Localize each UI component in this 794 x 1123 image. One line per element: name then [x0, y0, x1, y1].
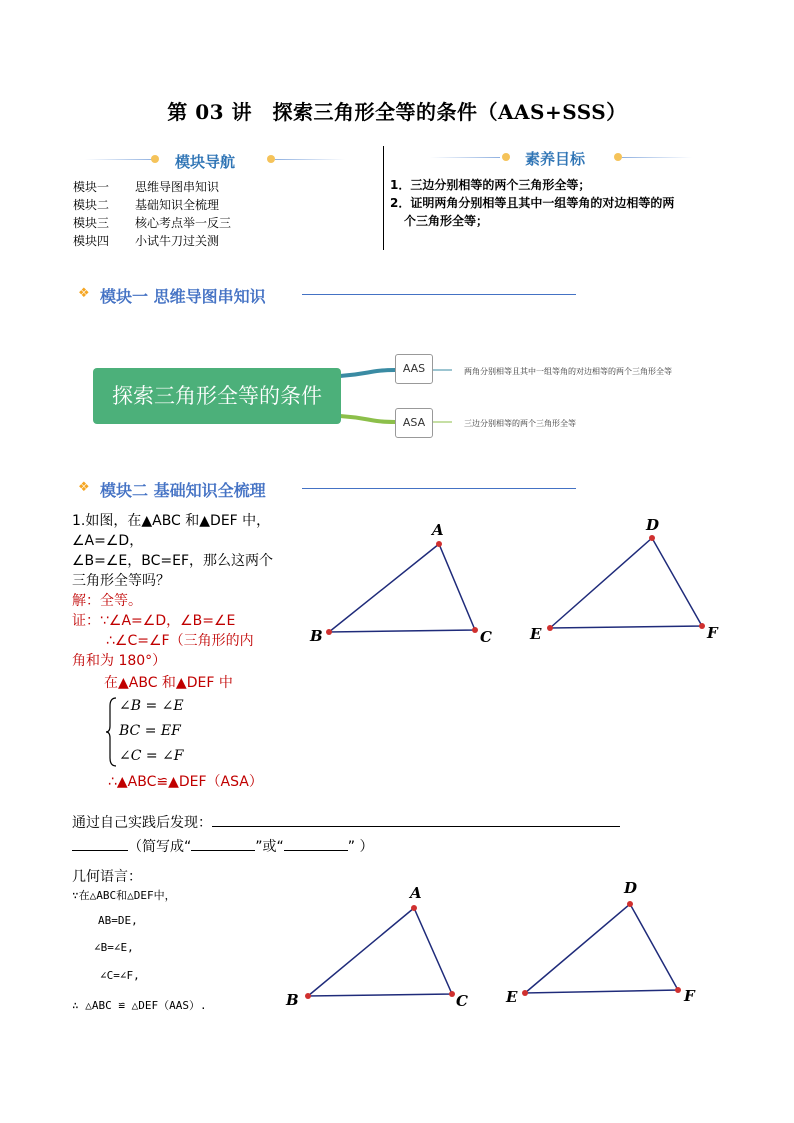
- triangle-def: [550, 538, 702, 628]
- nav-module: 模块二: [73, 198, 110, 212]
- triangle-def: [525, 904, 678, 993]
- vertex-dot: [675, 987, 681, 993]
- geo-line: AB=DE,: [98, 914, 138, 927]
- condition: ∠C = ∠F: [119, 748, 184, 764]
- mindmap-node-aas[interactable]: AAS: [395, 354, 433, 384]
- diamond-icon: ❖: [78, 286, 90, 301]
- mindmap-desc-asa: 三边分别相等的两个三角形全等: [464, 419, 576, 428]
- brace-icon: [106, 696, 118, 768]
- vertex-label-f: F: [707, 624, 718, 642]
- vertex-dot: [627, 901, 633, 907]
- geo-label: 几何语言：: [72, 869, 142, 885]
- nav-heading: 模块导航: [175, 153, 236, 171]
- q1-answer: 解：全等。: [72, 593, 142, 609]
- nav-item[interactable]: [73, 196, 231, 214]
- goal-item: 个三角形全等；: [404, 214, 489, 228]
- nav-module: 模块一: [73, 180, 110, 194]
- vertex-label-d: D: [624, 879, 638, 897]
- goals-heading: 素养目标: [525, 150, 586, 168]
- discover-line: [72, 811, 652, 833]
- q1-line: 1.如图，在▲ABC 和▲DEF 中，: [72, 513, 271, 529]
- abbr-line: [72, 835, 652, 857]
- nav-module-name: 思维导图串知识: [135, 180, 220, 194]
- nav-module: 模块四: [73, 234, 110, 248]
- vertex-label-c: C: [480, 628, 492, 646]
- vertex-dot: [411, 905, 417, 911]
- vertex-label-b: B: [310, 627, 323, 645]
- vertex-dot: [522, 990, 528, 996]
- module2-header: [78, 478, 578, 500]
- abbr-prefix: （简写成“: [128, 839, 192, 855]
- abbr-mid: ”或“: [255, 839, 284, 855]
- nav-item[interactable]: [73, 178, 231, 196]
- abbr-blank-lead[interactable]: [72, 835, 128, 851]
- discover-label: 通过自己实践后发现：: [72, 815, 212, 831]
- vertex-dot: [449, 991, 455, 997]
- discover-blank[interactable]: [212, 811, 620, 827]
- geo-line: ∠C=∠F,: [100, 969, 140, 982]
- vertex-label-a: A: [432, 521, 444, 539]
- abbr-blank-1[interactable]: [191, 835, 255, 851]
- vertex-dot: [436, 541, 442, 547]
- question1: [72, 511, 312, 693]
- nav-item[interactable]: [73, 214, 231, 232]
- diamond-icon: ❖: [78, 480, 90, 495]
- mindmap-desc-aas: 两角分别相等且其中一组等角的对边相等的两个三角形全等: [464, 367, 672, 376]
- page-title: 第 03 讲 探索三角形全等的条件（AAS+SSS）: [167, 100, 627, 124]
- vertex-dot: [472, 627, 478, 633]
- abbr-blank-2[interactable]: [284, 835, 348, 851]
- nav-module: 模块三: [73, 216, 110, 230]
- vertex-dot: [326, 629, 332, 635]
- nav-module-name: 小试牛刀过关测: [135, 234, 220, 248]
- vertex-dot: [649, 535, 655, 541]
- condition-brace: [106, 696, 226, 768]
- mindmap-root[interactable]: 探索三角形全等的条件: [93, 368, 341, 424]
- q1-proof: ∴∠C=∠F（三角形的内: [106, 633, 254, 649]
- goal-item: 2．证明两角分别相等且其中一组等角的对边相等的两: [390, 196, 675, 210]
- q1-proof: 证：∵∠A=∠D，∠B=∠E: [72, 613, 236, 629]
- geo-line: ∴ △ABC ≌ △DEF（AAS）.: [72, 999, 207, 1012]
- mindmap-node-asa[interactable]: ASA: [395, 408, 433, 438]
- vertex-label-d: D: [646, 516, 660, 534]
- geo-line: ∵在△ABC和△DEF中，: [72, 889, 176, 902]
- vertex-label-b: B: [286, 991, 299, 1009]
- vertex-label-c: C: [456, 992, 468, 1010]
- q1-proof: 角和为 180°）: [72, 653, 167, 669]
- discover-block: [72, 811, 652, 857]
- vertex-label-a: A: [410, 884, 422, 902]
- goals-list: [390, 176, 674, 230]
- column-divider: [383, 146, 384, 250]
- nav-item[interactable]: [73, 232, 231, 250]
- vertex-dot: [699, 623, 705, 629]
- q1-line: ∠A=∠D，: [72, 533, 144, 549]
- triangle-abc: [308, 908, 452, 996]
- nav-list: [73, 178, 231, 250]
- q1-line: ∠B=∠E，BC=EF，那么这两个: [72, 553, 274, 569]
- vertex-dot: [547, 625, 553, 631]
- nav-module-name: 核心考点举一反三: [135, 216, 232, 230]
- module2-heading: 模块二 基础知识全梳理: [100, 481, 266, 500]
- vertex-dot: [305, 993, 311, 999]
- q1-proof: 在▲ABC 和▲DEF 中: [104, 675, 233, 691]
- vertex-label-e: E: [506, 988, 518, 1006]
- condition: ∠B = ∠E: [119, 698, 184, 714]
- module2-rule: [302, 488, 576, 489]
- abbr-end: ” ）: [347, 839, 374, 855]
- goal-item: 1．三边分别相等的两个三角形全等；: [390, 178, 591, 192]
- condition: BC = EF: [119, 723, 181, 739]
- nav-module-name: 基础知识全梳理: [135, 198, 220, 212]
- module1-rule: [302, 294, 576, 295]
- mindmap: [90, 350, 710, 440]
- vertex-label-f: F: [684, 987, 695, 1005]
- geo-line: ∠B=∠E,: [94, 941, 134, 954]
- triangle-abc: [329, 544, 475, 632]
- module1-header: [78, 284, 578, 306]
- q1-conclusion: ∴▲ABC≌▲DEF（ASA）: [108, 774, 263, 790]
- vertex-label-e: E: [530, 625, 542, 643]
- module1-heading: 模块一 思维导图串知识: [100, 287, 266, 306]
- q1-line: 三角形全等吗？: [72, 573, 170, 589]
